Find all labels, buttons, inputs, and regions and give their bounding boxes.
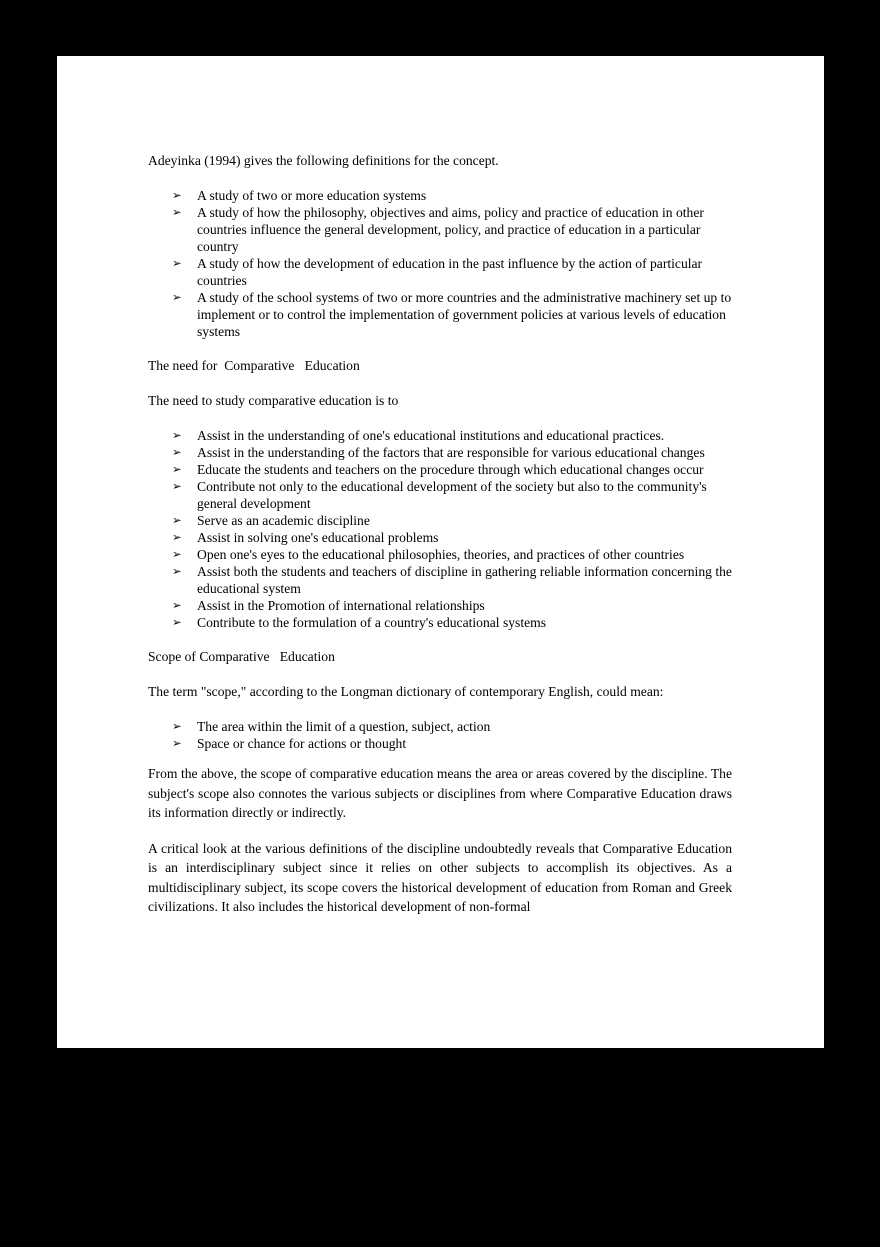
document-page — [57, 56, 824, 1048]
list-item — [148, 546, 732, 563]
list-item-text: Serve as an academic discipline — [197, 513, 370, 528]
arrow-bullet-icon: ➢ — [172, 736, 182, 750]
arrow-bullet-icon: ➢ — [172, 428, 182, 442]
arrow-bullet-icon: ➢ — [172, 205, 182, 219]
list-item — [148, 444, 732, 461]
list-item — [148, 461, 732, 478]
need-intro-paragraph: The need to study comparative education is to — [148, 393, 399, 408]
arrow-bullet-icon: ➢ — [172, 530, 182, 544]
list-item-text: A study of how the philosophy, objectives and aims, policy and practice of education in other countries influence the general development, policy, and practice of education in a particular country — [197, 205, 704, 254]
arrow-bullet-icon: ➢ — [172, 462, 182, 476]
list-item-text: Space or chance for actions or thought — [197, 736, 407, 751]
arrow-bullet-icon: ➢ — [172, 188, 182, 202]
page-content — [57, 56, 824, 917]
arrow-bullet-icon: ➢ — [172, 445, 182, 459]
list-item — [148, 718, 732, 735]
list-item-text: Assist in the understanding of the factors that are responsible for various educational changes — [197, 445, 705, 460]
list-item-text: A study of how the development of education in the past influence by the action of particular countries — [197, 256, 703, 288]
arrow-bullet-icon: ➢ — [172, 598, 182, 612]
list-item-text: Open one's eyes to the educational philosophies, theories, and practices of other countries — [197, 547, 685, 562]
list-item-text: The area within the limit of a question, subject, action — [197, 719, 491, 734]
list-item — [148, 289, 732, 340]
arrow-bullet-icon: ➢ — [172, 564, 182, 578]
arrow-bullet-icon: ➢ — [172, 547, 182, 561]
arrow-bullet-icon: ➢ — [172, 719, 182, 733]
list-item — [148, 563, 732, 597]
list-item-text: A study of the school systems of two or more countries and the administrative machinery set up to implement or to control the implementation of government policies at various levels of education systems — [197, 290, 732, 339]
scope-list — [148, 718, 732, 752]
list-item — [148, 204, 732, 255]
intro-paragraph: Adeyinka (1994) gives the following definitions for the concept. — [148, 153, 499, 168]
list-item-text: Assist in the understanding of one's educational institutions and educational practices. — [197, 428, 665, 443]
list-item-text: Educate the students and teachers on the procedure through which educational changes occur — [197, 462, 704, 477]
scope-intro-paragraph: The term "scope," according to the Longman dictionary of contemporary English, could mean: — [148, 684, 664, 699]
list-item-text: Contribute not only to the educational development of the society but also to the community's general development — [197, 479, 707, 511]
definitions-list — [148, 187, 732, 340]
list-item — [148, 512, 732, 529]
scope-paragraph: From the above, the scope of comparative education means the area or areas covered by the discipline. The subject's scope also connotes the various subjects or disciplines from where Comparative Education draws its information directly or indirectly. — [148, 766, 732, 820]
list-item — [148, 478, 732, 512]
list-item-text: Assist in the Promotion of international relationships — [197, 598, 485, 613]
list-item — [148, 614, 732, 631]
list-item — [148, 427, 732, 444]
arrow-bullet-icon: ➢ — [172, 256, 182, 270]
need-heading: The need for Comparative Education — [148, 358, 360, 373]
list-item — [148, 735, 732, 752]
arrow-bullet-icon: ➢ — [172, 513, 182, 527]
list-item-text: Assist in solving one's educational problems — [197, 530, 439, 545]
list-item — [148, 597, 732, 614]
scope-heading: Scope of Comparative Education — [148, 649, 335, 664]
list-item-text: A study of two or more education systems — [197, 188, 427, 203]
need-list — [148, 427, 732, 631]
arrow-bullet-icon: ➢ — [172, 479, 182, 493]
list-item-text: Assist both the students and teachers of discipline in gathering reliable information concerning the educational system — [197, 564, 732, 596]
closing-paragraph: A critical look at the various definitions of the discipline undoubtedly reveals that Comparative Education is an interdisciplinary subject since it relies on other subjects to accomplish its objectives. As a multidisciplinary subject, its scope covers the historical development of education from Roman and Greek civilizations. It also includes the historical development of non-formal — [148, 840, 732, 914]
list-item — [148, 255, 732, 289]
list-item — [148, 529, 732, 546]
list-item-text: Contribute to the formulation of a country's educational systems — [197, 615, 547, 630]
arrow-bullet-icon: ➢ — [172, 615, 182, 629]
list-item — [148, 187, 732, 204]
arrow-bullet-icon: ➢ — [172, 290, 182, 304]
